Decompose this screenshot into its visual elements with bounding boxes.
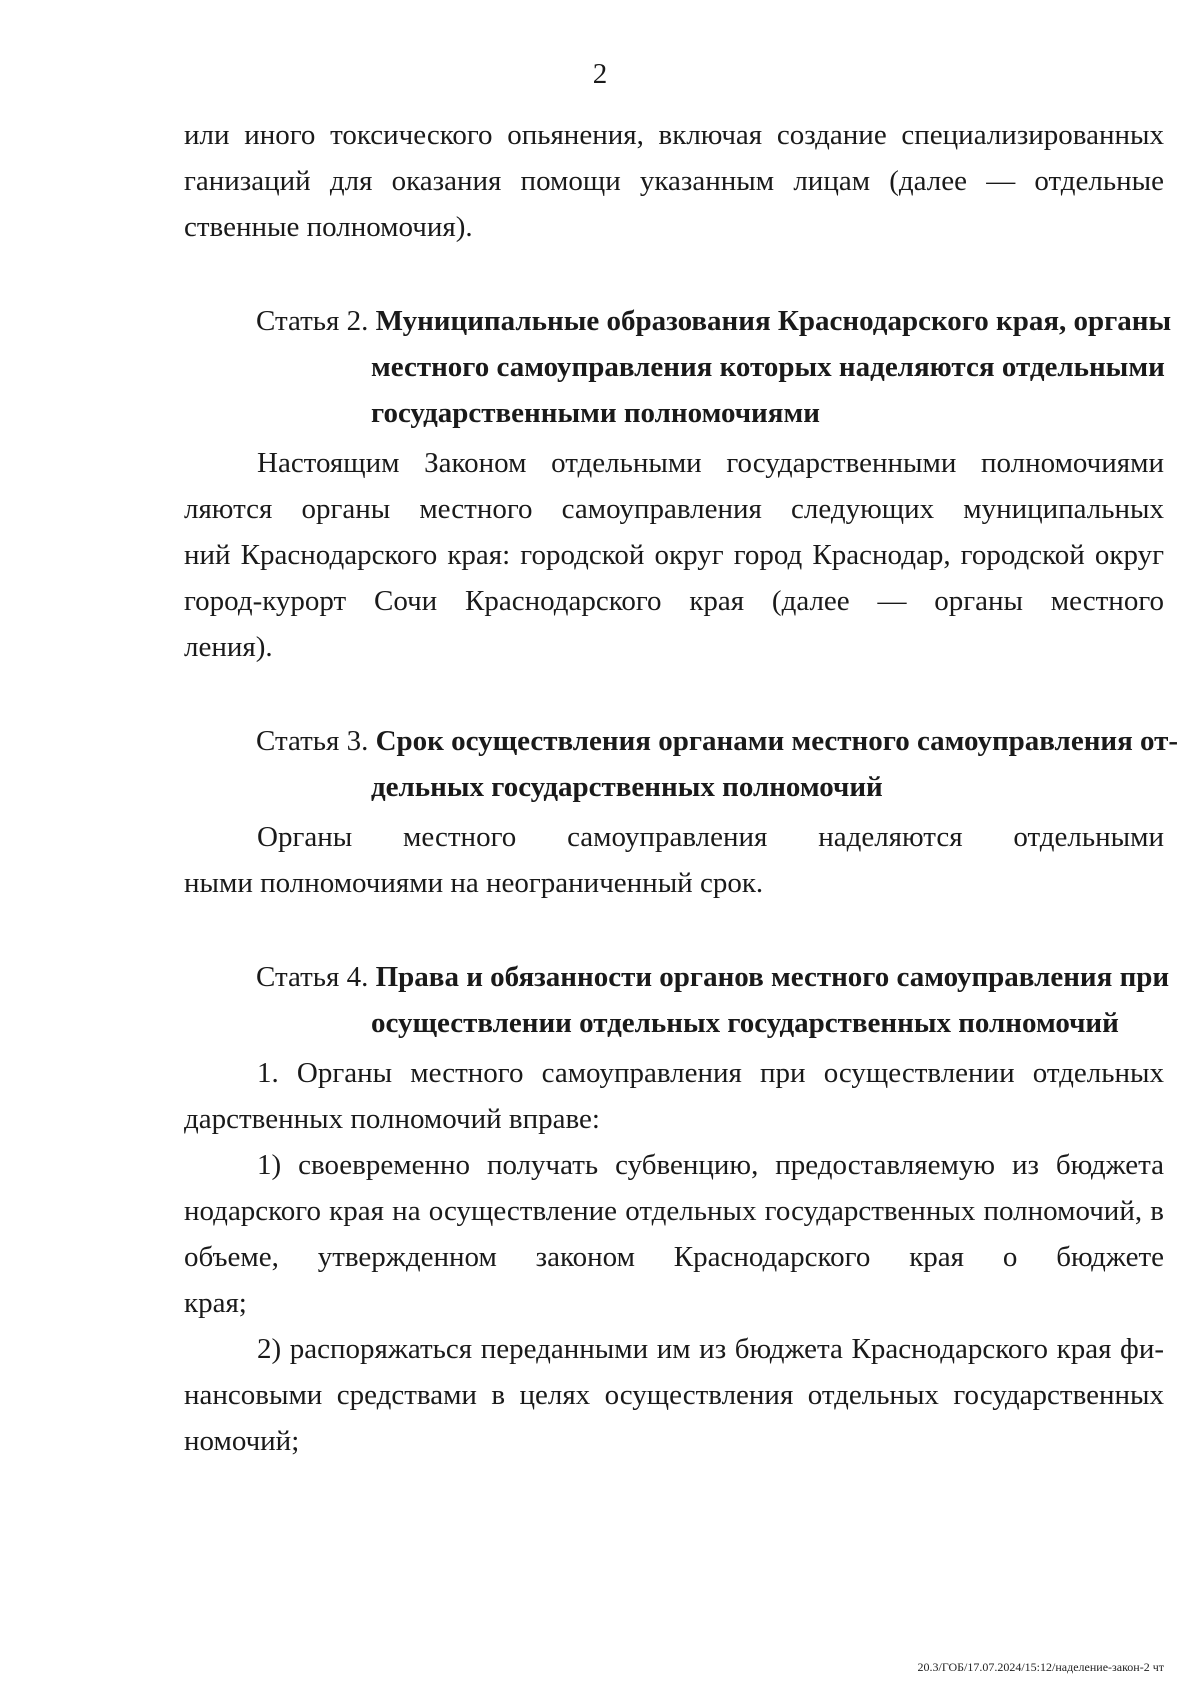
document-body: [184, 112, 1179, 1464]
article-4-item2-line-1: 2) распоряжаться переданными им из бюджета Краснодарского края фи-: [257, 1333, 1164, 1365]
article-4-p1-line-2: дарственных полномочий вправе:: [184, 1103, 600, 1135]
article-2-body-line-1: Настоящим Законом отдельными государственными полномочиями: [257, 447, 1164, 479]
article-2-heading: [184, 298, 1172, 344]
intro-line-3: ственные полномочия).: [184, 211, 473, 243]
document-footer-code: 20.3/ГОБ/17.07.2024/15:12/наделение-закон-2 чт: [917, 1660, 1164, 1674]
article-2-title-line-1: Муниципальные образования Краснодарского края, органы: [375, 305, 1172, 337]
article-4-p1-line-1: 1. Органы местного самоуправления при осуществлении отдельных: [257, 1057, 1164, 1089]
article-4-item1-line-4: края;: [184, 1287, 247, 1319]
article-4-title-line-1: Права и обязанности органов местного самоуправления при: [375, 961, 1170, 993]
article-4-item1-line-3: объеме, утвержденном законом Краснодарского края о бюджете: [184, 1241, 1164, 1273]
article-2-body-line-3: ний Краснодарского края: городской округ город Краснодар, городской округ: [184, 539, 1164, 571]
article-3-body-line-1: Органы местного самоуправления наделяются отдельными: [257, 821, 1164, 853]
article-4-prefix: Статья 4.: [256, 961, 369, 993]
article-2-body-line-5: ления).: [184, 631, 273, 663]
intro-line-2: ганизаций для оказания помощи указанным лицам (далее — отдельные: [184, 165, 1164, 197]
article-4-item1-line-2: нодарского края на осуществление отдельных государственных полномочий, в: [184, 1195, 1164, 1227]
intro-line-1: или иного токсического опьянения, включая создание специализированных: [184, 119, 1164, 151]
article-3-body-line-2: ными полномочиями на неограниченный срок.: [184, 867, 764, 899]
article-2-prefix: Статья 2.: [256, 305, 369, 337]
article-4-item1-line-1: 1) своевременно получать субвенцию, предоставляемую из бюджета: [257, 1149, 1164, 1181]
page-number: 2: [592, 58, 608, 90]
article-2-body-line-4: город-курорт Сочи Краснодарского края (далее — органы местного: [184, 585, 1164, 617]
article-3-prefix: Статья 3.: [256, 725, 369, 757]
article-4-item2-line-2: нансовыми средствами в целях осуществления отдельных государственных: [184, 1379, 1164, 1411]
article-2-body-line-2: ляются органы местного самоуправления следующих муниципальных: [184, 493, 1164, 525]
article-2-title-line-2: местного самоуправления которых наделяются отдельными: [371, 351, 1165, 383]
article-4-heading: [184, 954, 1170, 1000]
article-3-heading: [184, 718, 1179, 764]
article-4-item2-line-3: номочий;: [184, 1425, 300, 1457]
article-2-title-line-3: государственными полномочиями: [371, 397, 820, 429]
article-3-title-line-1: Срок осуществления органами местного самоуправления от-: [375, 725, 1179, 757]
article-4-title-line-2: осуществлении отдельных государственных полномочий: [371, 1007, 1119, 1039]
article-3-title-line-2: дельных государственных полномочий: [371, 771, 883, 803]
